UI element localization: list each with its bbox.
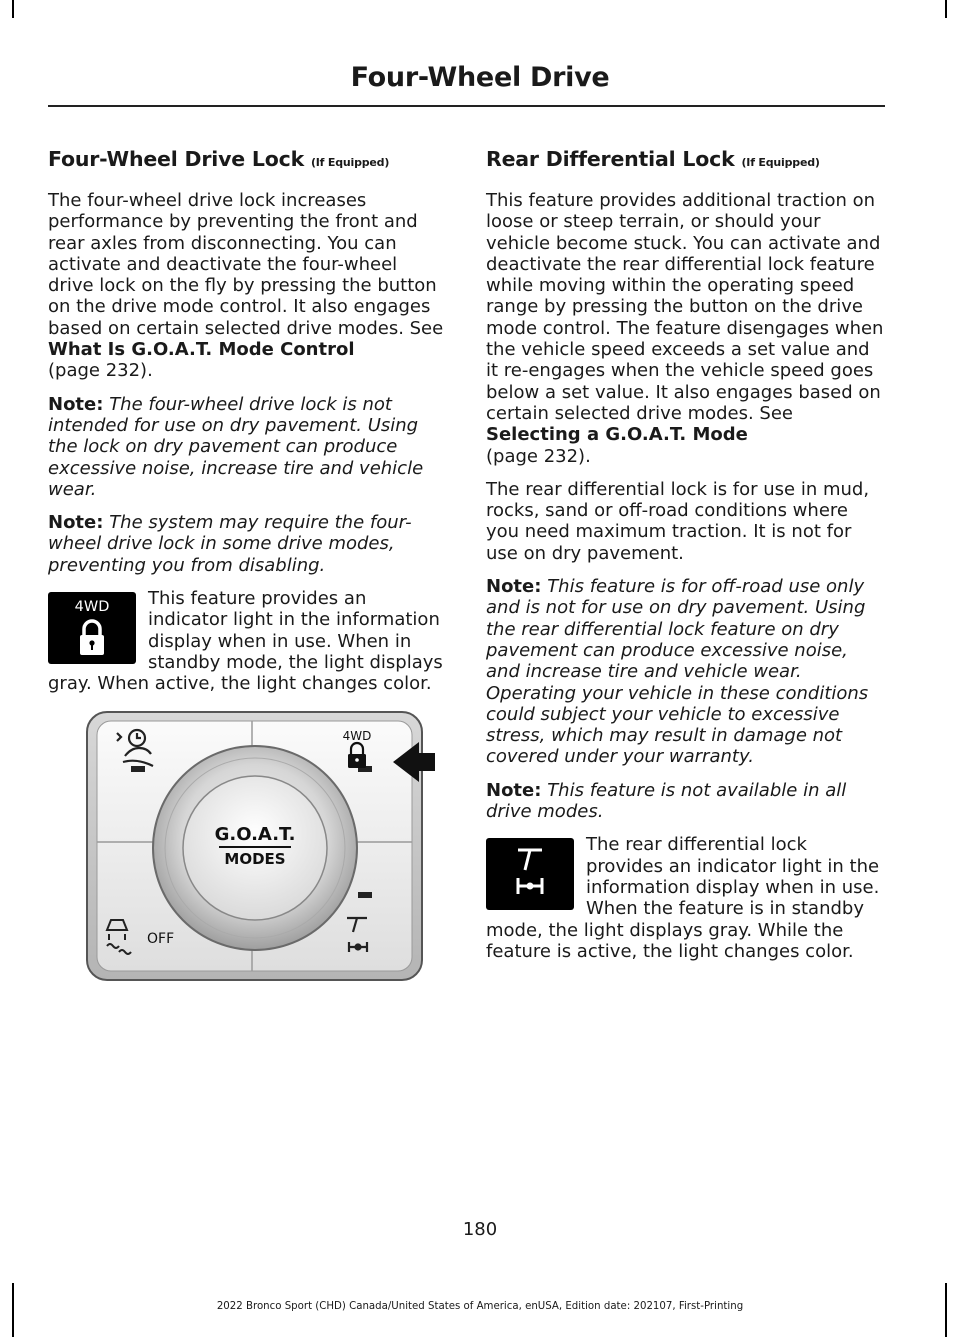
- page-reference: (page 232).: [486, 445, 591, 467]
- paragraph: [48, 190, 446, 382]
- knob-label-line1: G.O.A.T.: [214, 824, 296, 845]
- note-text: The system may require the four-wheel drive lock in some drive modes, preventing you from disabling.: [48, 512, 412, 576]
- section-heading-rear-differential-lock: [486, 146, 884, 176]
- cross-reference-link[interactable]: Selecting a G.O.A.T. Mode: [486, 424, 748, 446]
- four-wheel-drive-lock-indicator: [48, 592, 136, 664]
- rear-differential-lock-indicator: [486, 838, 574, 910]
- heading-text: Four-Wheel Drive Lock: [48, 147, 305, 171]
- knob-label-line2: MODES: [224, 850, 286, 868]
- crop-mark-top-left: [12, 0, 14, 18]
- note: [48, 512, 446, 576]
- note-label: Note:: [48, 512, 104, 534]
- paragraph-text: The rear differential lock provides an indicator light in the information display when in use. When the feature is in standby mode, the light displays gray. While the feature is active, the light changes color.: [486, 834, 880, 962]
- paragraph: The rear differential lock is for use in mud, rocks, sand or off-road conditions where you need maximum traction. It is not for use on dry pavement.: [486, 478, 870, 564]
- button-indicator-dash: [131, 766, 145, 772]
- page-number: 180: [462, 1219, 498, 1240]
- button-indicator-dash: [358, 892, 372, 898]
- section-heading-four-wheel-drive-lock: [48, 146, 446, 176]
- fourwd-label: 4WD: [342, 729, 372, 743]
- note-text: The four-wheel drive lock is not intended for use on dry pavement. Using the lock on dry pavement can produce excessive noise, increase tire and vehicle wear.: [48, 393, 424, 500]
- note-text: This feature is for off-road use only and is not for use on dry pavement. Using the rear differential lock feature on dry pavement can produce excessive noise, and increase tire and vehicle wear. Operating your vehicle in these conditions could subject your vehicle to excessive stress, which may result in damage not covered under your warranty.: [486, 576, 869, 768]
- heading-text: Rear Differential Lock: [486, 147, 735, 171]
- footer-edition-text: 2022 Bronco Sport (CHD) Canada/United States of America, enUSA, Edition date: 202107, First-Printing: [216, 1301, 744, 1312]
- left-column: [48, 146, 446, 695]
- note-label: Note:: [486, 779, 542, 801]
- paragraph-text: This feature provides an indicator light in the information display when in use. When in standby mode, the light displays gray. When active, the light changes color.: [48, 588, 443, 695]
- note-label: Note:: [48, 393, 104, 415]
- rear-differential-lock-icon: [486, 838, 574, 910]
- note-label: Note:: [486, 576, 542, 598]
- indicator-paragraph: [48, 588, 446, 694]
- goat-modes-knob[interactable]: [153, 746, 357, 950]
- page-reference: (page 232).: [48, 360, 153, 382]
- paragraph-text: This feature provides additional traction on loose or steep terrain, or should your vehicle become stuck. You can activate and deactivate the rear differential lock feature while moving within the operating speed range by pressing the button on the drive mode control. The feature disengages when the vehicle speed exceeds a set value and it re-engages when the vehicle speed goes below a set value. It also engages based on certain selected drive modes. See: [486, 190, 884, 424]
- heading-qualifier: (If Equipped): [741, 156, 820, 169]
- off-label: OFF: [147, 931, 175, 947]
- note: [486, 576, 884, 768]
- indicator-paragraph: [486, 834, 884, 962]
- paragraph-text: The four-wheel drive lock increases performance by preventing the front and rear axles from disconnecting. You can activate and deactivate the four-wheel drive lock on the fly by pressing the button on the drive mode control. It also engages based on certain selected drive modes. See: [48, 190, 444, 339]
- crop-mark-top-right: [945, 0, 947, 18]
- header-divider: [48, 105, 885, 107]
- indicator-label: 4WD: [74, 599, 110, 616]
- drive-mode-control-figure: [85, 710, 435, 990]
- right-column: [486, 146, 884, 962]
- lock-icon: [48, 592, 136, 664]
- note: [48, 394, 446, 500]
- page-title: Four-Wheel Drive: [350, 62, 610, 93]
- note: [486, 780, 884, 823]
- cross-reference-link[interactable]: What Is G.O.A.T. Mode Control: [48, 339, 355, 361]
- paragraph: [486, 190, 884, 467]
- note-text: This feature is not available in all drive modes.: [486, 779, 847, 823]
- heading-qualifier: (If Equipped): [310, 156, 390, 169]
